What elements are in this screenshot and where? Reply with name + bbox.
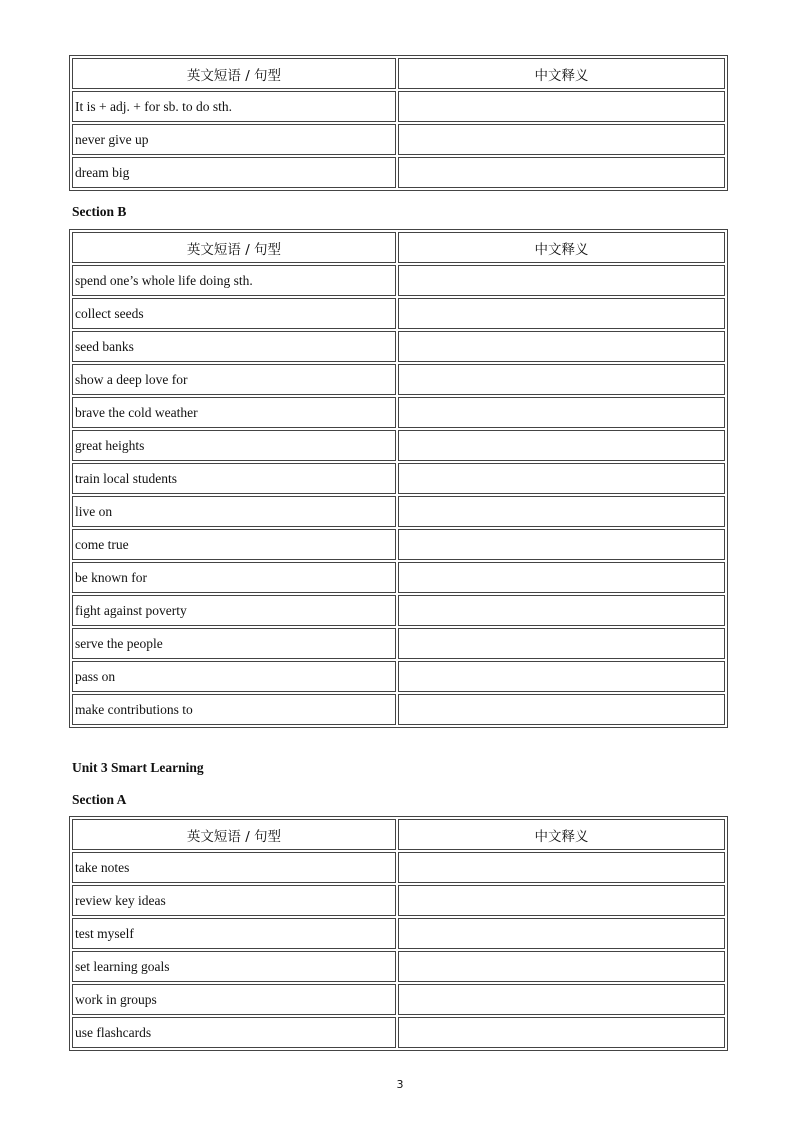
- meaning-cell: [398, 852, 725, 883]
- vocab-table-unit3-section-a: [69, 816, 728, 1051]
- table-row: [72, 951, 725, 982]
- phrase-cell: take notes: [72, 852, 396, 883]
- phrase-cell: never give up: [72, 124, 396, 155]
- table-row: [72, 694, 725, 725]
- phrase-cell: make contributions to: [72, 694, 396, 725]
- table-row: [72, 124, 725, 155]
- meaning-cell: [398, 1017, 725, 1048]
- meaning-cell: [398, 265, 725, 296]
- table-row: [72, 430, 725, 461]
- table-row: [72, 364, 725, 395]
- meaning-cell: [398, 331, 725, 362]
- phrase-cell: use flashcards: [72, 1017, 396, 1048]
- meaning-cell: [398, 157, 725, 188]
- table-row: [72, 157, 725, 188]
- phrase-cell: brave the cold weather: [72, 397, 396, 428]
- table-row: [72, 628, 725, 659]
- table-row: [72, 661, 725, 692]
- meaning-cell: [398, 595, 725, 626]
- header-chinese-meaning: 中文释义: [398, 232, 725, 263]
- table-row: [72, 529, 725, 560]
- header-english-phrase: 英文短语 / 句型: [72, 819, 396, 850]
- table-row: [72, 595, 725, 626]
- phrase-cell: dream big: [72, 157, 396, 188]
- section-a-heading: Section A: [72, 792, 127, 807]
- vocab-table-top: [69, 55, 728, 191]
- page-number: 3: [396, 1078, 404, 1091]
- phrase-cell: show a deep love for: [72, 364, 396, 395]
- table-row: [72, 1017, 725, 1048]
- phrase-cell: great heights: [72, 430, 396, 461]
- table-header-row: [72, 58, 725, 89]
- meaning-cell: [398, 885, 725, 916]
- phrase-cell: work in groups: [72, 984, 396, 1015]
- table-row: [72, 496, 725, 527]
- meaning-cell: [398, 984, 725, 1015]
- table-row: [72, 298, 725, 329]
- table-row: [72, 562, 725, 593]
- phrase-cell: live on: [72, 496, 396, 527]
- phrase-cell: serve the people: [72, 628, 396, 659]
- meaning-cell: [398, 628, 725, 659]
- phrase-cell: test myself: [72, 918, 396, 949]
- table-header-row: [72, 232, 725, 263]
- table-row: [72, 984, 725, 1015]
- table-row: [72, 885, 725, 916]
- meaning-cell: [398, 91, 725, 122]
- meaning-cell: [398, 364, 725, 395]
- header-english-phrase: 英文短语 / 句型: [72, 232, 396, 263]
- meaning-cell: [398, 661, 725, 692]
- unit-3-heading: Unit 3 Smart Learning: [72, 760, 204, 775]
- table-row: [72, 852, 725, 883]
- meaning-cell: [398, 918, 725, 949]
- phrase-cell: come true: [72, 529, 396, 560]
- header-english-phrase: 英文短语 / 句型: [72, 58, 396, 89]
- meaning-cell: [398, 694, 725, 725]
- meaning-cell: [398, 496, 725, 527]
- table-row: [72, 463, 725, 494]
- phrase-cell: seed banks: [72, 331, 396, 362]
- table-row: [72, 918, 725, 949]
- section-b-heading: Section B: [72, 204, 127, 219]
- phrase-cell: set learning goals: [72, 951, 396, 982]
- meaning-cell: [398, 529, 725, 560]
- phrase-cell: review key ideas: [72, 885, 396, 916]
- table-row: [72, 265, 725, 296]
- phrase-cell: It is + adj. + for sb. to do sth.: [72, 91, 396, 122]
- meaning-cell: [398, 951, 725, 982]
- phrase-cell: collect seeds: [72, 298, 396, 329]
- meaning-cell: [398, 562, 725, 593]
- meaning-cell: [398, 430, 725, 461]
- phrase-cell: pass on: [72, 661, 396, 692]
- meaning-cell: [398, 397, 725, 428]
- header-chinese-meaning: 中文释义: [398, 819, 725, 850]
- meaning-cell: [398, 124, 725, 155]
- table-header-row: [72, 819, 725, 850]
- phrase-cell: be known for: [72, 562, 396, 593]
- vocab-table-section-b: [69, 229, 728, 728]
- header-chinese-meaning: 中文释义: [398, 58, 725, 89]
- phrase-cell: fight against poverty: [72, 595, 396, 626]
- phrase-cell: spend one’s whole life doing sth.: [72, 265, 396, 296]
- phrase-cell: train local students: [72, 463, 396, 494]
- meaning-cell: [398, 463, 725, 494]
- table-row: [72, 331, 725, 362]
- table-row: [72, 397, 725, 428]
- table-row: [72, 91, 725, 122]
- meaning-cell: [398, 298, 725, 329]
